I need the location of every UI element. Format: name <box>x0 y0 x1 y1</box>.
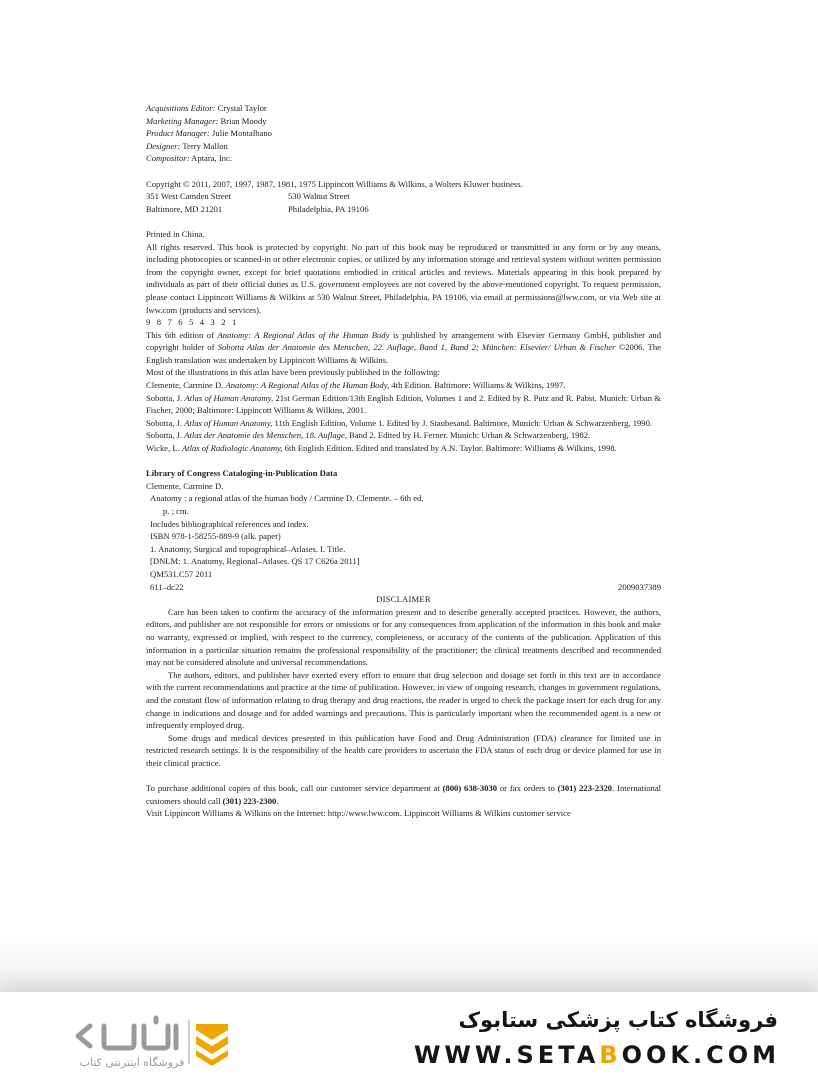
cip-title: Library of Congress Cataloging-in-Publication Data <box>146 468 338 479</box>
copyright-page <box>146 102 661 820</box>
source-item: Sobotta, J. Atlas of Human Anatomy, 11th English Edition, Volume 1. Edited by J. Staubesand. Baltimore, Munich: Urban & Schwarzenberg, 1990. <box>146 417 653 428</box>
address-right: 530 Walnut Street Philadelphia, PA 19106 <box>288 191 369 214</box>
logo-divider <box>188 1020 190 1064</box>
source-item: Sobotta, J. Atlas der Anatomie des Menschen, 18. Auflage, Band 2. Edited by H. Ferner. Munich: Urban & Schwarzenberg, 1982. <box>146 430 591 441</box>
illustration-sources: Most of the illustrations in this atlas have been previously published in the following: Clemente, Carmine D. Anatomy: A Regional Atlas of the Human Body, 4th Edition. Baltimore: Williams & Wilkins, 1997. Sobotta, J. Atlas of Human Anatomy, 21st German Edition/13th English Edition, Volumes 1 and 2. Edited by R. Putz and R. Pabst. Munich: Urban & Fischer, 2000; Baltimore: Lippincott Williams & Wilkins, 2001. Sobotta, J. Atlas of Human Anatomy, 11th English Edition, Volume 1. Edited by J. Staubesand. Baltimore, Munich: Urban & Schwarzenberg, 1990. Sobotta, J. Atlas der Anatomie des Menschen, 18. Auflage, Band 2. Edited by H. Ferner. Munich: Urban & Schwarzenberg, 1982. Wicke, L. Atlas of Radiologic Anatomy, 6th English Edition. Edited and translated by A.N. Taylor. Baltimore: Williams & Wilkins, 1998. <box>146 367 661 454</box>
website-info: Visit Lippincott Williams & Wilkins on the Internet: http://www.lww.com. Lippincott Williams & Wilkins customer service <box>146 808 571 819</box>
logo-wordmark <box>78 1018 176 1048</box>
logo-caption: فروشگاه اینترنتی کتاب <box>79 1056 185 1069</box>
disclaimer-heading: DISCLAIMER <box>376 594 431 605</box>
publisher-addresses <box>146 190 661 215</box>
credits <box>146 102 661 165</box>
credit-line: Product Manager: Julie Montalbano <box>146 128 272 139</box>
source-item: Sobotta, J. Atlas of Human Anatomy, 21st German Edition/13th English Edition, Volumes 1 and 2. Edited by R. Putz and R. Pabst. Munich: Urban & Fischer, 2000; Baltimore: Lippincott Williams & Wilkins, 2001. <box>146 392 661 416</box>
rights-statement: All rights reserved. This book is protected by copyright. No part of this book may be reproduced or transmitted in any form or by any means, including photocopies or scanned-in or other electronic copies, or utilized by any information storage and retrieval system without written permission from the copyright owner, except for brief quotations embodied in critical articles and reviews. Materials appearing in this book prepared by individuals as part of their official duties as U.S. government employees are not covered by the above-mentioned copyright. To request permission, please contact Lippincott Williams & Wilkins at 530 Walnut Street, Philadelphia, PA 19106, via email at permissions@lww.com, or via Web site at lww.com (products and services). <box>146 241 661 315</box>
print-line: 9 8 7 6 5 4 3 2 1 <box>146 317 237 328</box>
credit-line: Compositor: Aptara, Inc. <box>146 153 232 164</box>
credit-line: Acquisitions Editor: Crystal Taylor <box>146 103 267 113</box>
source-item: Clemente, Carmine D. Anatomy: A Regional Atlas of the Human Body, 4th Edition. Baltimore: Williams & Wilkins, 1997. <box>146 380 566 391</box>
footer-shadow <box>0 930 818 992</box>
edition-statement: This 6th edition of Anatomy: A Regional Atlas of the Human Body is published by arrangement with Elsevier Germany GmbH, publisher and copyright holder of Sobotta Atlas der Anatomie des Menschen, 22. Auflage, Band 1, Band 2; München: Elsevier/ Urban & Fischer ©2006. The English translation was undertaken by Lippincott Williams & Wilkins. <box>146 329 662 365</box>
address-left: 351 West Camden Street Baltimore, MD 21201 <box>146 191 231 214</box>
logo-chevron-icon <box>196 1024 228 1066</box>
credit-line: Marketing Manager: Brian Moody <box>146 115 267 126</box>
cip-data: Clemente, Carmine D. Anatomy : a regional atlas of the human body / Carmine D. Clemente. – 6th ed. p. ; cm. Includes bibliographical references and index. ISBN 978-1-58255-889-9 (alk. paper) 1. Anatomy, Surgical and topographical–Atlases. I. Title. [DNLM: 1. Anatomy, Regional–Atlases. QS 17 C626a 2011] QM531.C57 2011 611–dc22 2009037389 <box>146 480 661 592</box>
store-url: WWW.SETABOOK.COM <box>413 1041 780 1069</box>
setabook-logo <box>60 1014 230 1070</box>
lccn-number: 2009037389 <box>618 581 661 592</box>
source-item: Wicke, L. Atlas of Radiologic Anatomy, 6th English Edition. Edited and translated by A.N. Taylor. Baltimore: Williams & Wilkins, 1998. <box>146 443 617 454</box>
credit-line: Designer: Terry Mallon <box>146 140 228 151</box>
printed-in: Printed in China. <box>146 228 205 239</box>
purchase-info: To purchase additional copies of this book, call our customer service department at (800) 638-3030 or fax orders to (301) 223-2320. International customers should call (301) 223-2300. <box>146 783 662 806</box>
copyright-notice: Copyright © 2011, 2007, 1997, 1987, 1981, 1975 Lippincott Williams & Wilkins, a Wolters Kluwer business. <box>146 178 523 189</box>
disclaimer-body: Care has been taken to confirm the accuracy of the information present and to describe generally accepted practices. However, the authors, editors, and publisher are not responsible for errors or omissions or for any consequences from application of the information in this book and make no warranty, expressed or implied, with respect to the currency, completeness, or accuracy of the contents of the publication. Application of this information in a particular situation remains the professional responsibility of the practitioner; the clinical treatments described and recommended may not be considered absolute and universal recommendations. The authors, editors, and publisher have exerted every effort to ensure that drug selection and dosage set forth in this text are in accordance with the current recommendations and practice at the time of publication. However, in view of ongoing research, changes in government regulations, and the constant flow of information relating to drug therapy and drug reactions, the reader is urged to check the package insert for each drug for any change in indications and dosage and for added warnings and precautions. This is particularly important when the recommended agent is a new or infrequently employed drug. Some drugs and medical devices presented in this publication have Food and Drug Administration (FDA) clearance for limited use in restricted research settings. It is the responsibility of the health care providers to ascertain the FDA status of each drug or device planned for use in their clinical practice. <box>146 606 661 768</box>
store-name: فروشگاه کتاب پزشکی ستابوک <box>458 1008 778 1032</box>
